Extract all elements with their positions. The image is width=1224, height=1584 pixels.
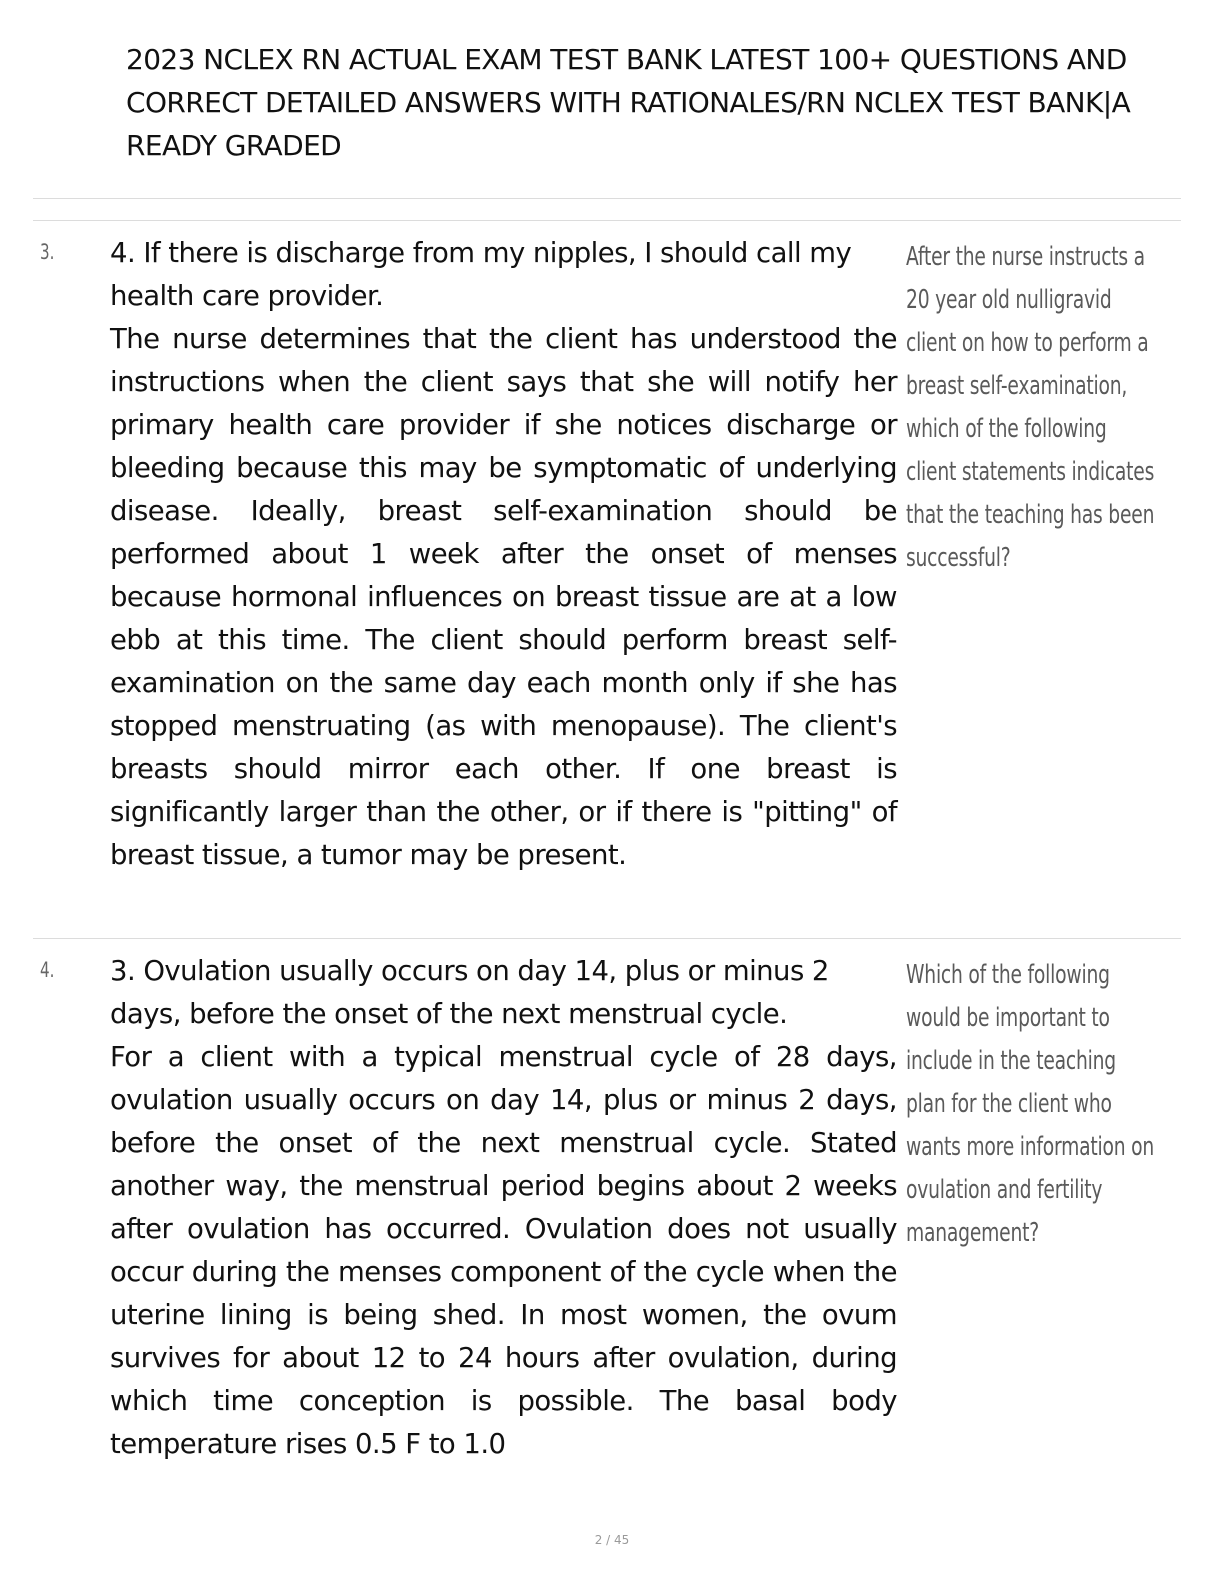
card-question: Which of the following would be important to include in the teaching plan for the client who wants more information on ovulation and fertility management? bbox=[906, 960, 1155, 1248]
document-title: 2023 NCLEX RN ACTUAL EXAM TEST BANK LATEST 100+ QUESTIONS AND CORRECT DETAILED ANSWERS WITH RATIONALES/RN NCLEX TEST BANK|A READY GRADED bbox=[126, 43, 1131, 162]
card-answer bbox=[110, 232, 897, 877]
card-number: 4. bbox=[40, 958, 55, 982]
rationale-text: The nurse determines that the client has understood the instructions when the client says that she will notify her primary health care provider if she notices discharge or bleeding because this may be symptomatic of underlying disease. Ideally, breast self-examination should be performed about 1 week after the onset of menses because hormonal influences on breast tissue are at a low ebb at this time. The client should perform breast self-examination on the same day each month only if she has stopped menstruating (as with menopause). The client's breasts should mirror each other. If one breast is significantly larger than the other, or if there is "pitting" of breast tissue, a tumor may be present. bbox=[110, 323, 897, 871]
card-number: 3. bbox=[40, 240, 55, 264]
answer-text: 3. Ovulation usually occurs on day 14, plus or minus 2 days, before the onset of the next menstrual cycle. bbox=[110, 955, 829, 1030]
header-divider bbox=[33, 198, 1181, 199]
page-number: 2 / 45 bbox=[594, 1533, 630, 1547]
header-divider-secondary bbox=[33, 220, 1181, 221]
card-divider bbox=[33, 938, 1181, 939]
answer-text: 4. If there is discharge from my nipples, I should call my health care provider. bbox=[110, 237, 852, 312]
card-answer bbox=[110, 950, 897, 1466]
card-question: After the nurse instructs a 20 year old nulligravid client on how to perform a breast self-examination, which of the following client statements indicates that the teaching has been successful? bbox=[906, 242, 1155, 573]
rationale-text: For a client with a typical menstrual cycle of 28 days, ovulation usually occurs on day 14, plus or minus 2 days, before the onset of the next menstrual cycle. Stated another way, the menstrual period begins about 2 weeks after ovulation has occurred. Ovulation does not usually occur during the menses component of the cycle when the uterine lining is being shed. In most women, the ovum survives for about 12 to 24 hours after ovulation, during which time conception is possible. The basal body temperature rises 0.5 F to 1.0 bbox=[110, 1041, 897, 1460]
